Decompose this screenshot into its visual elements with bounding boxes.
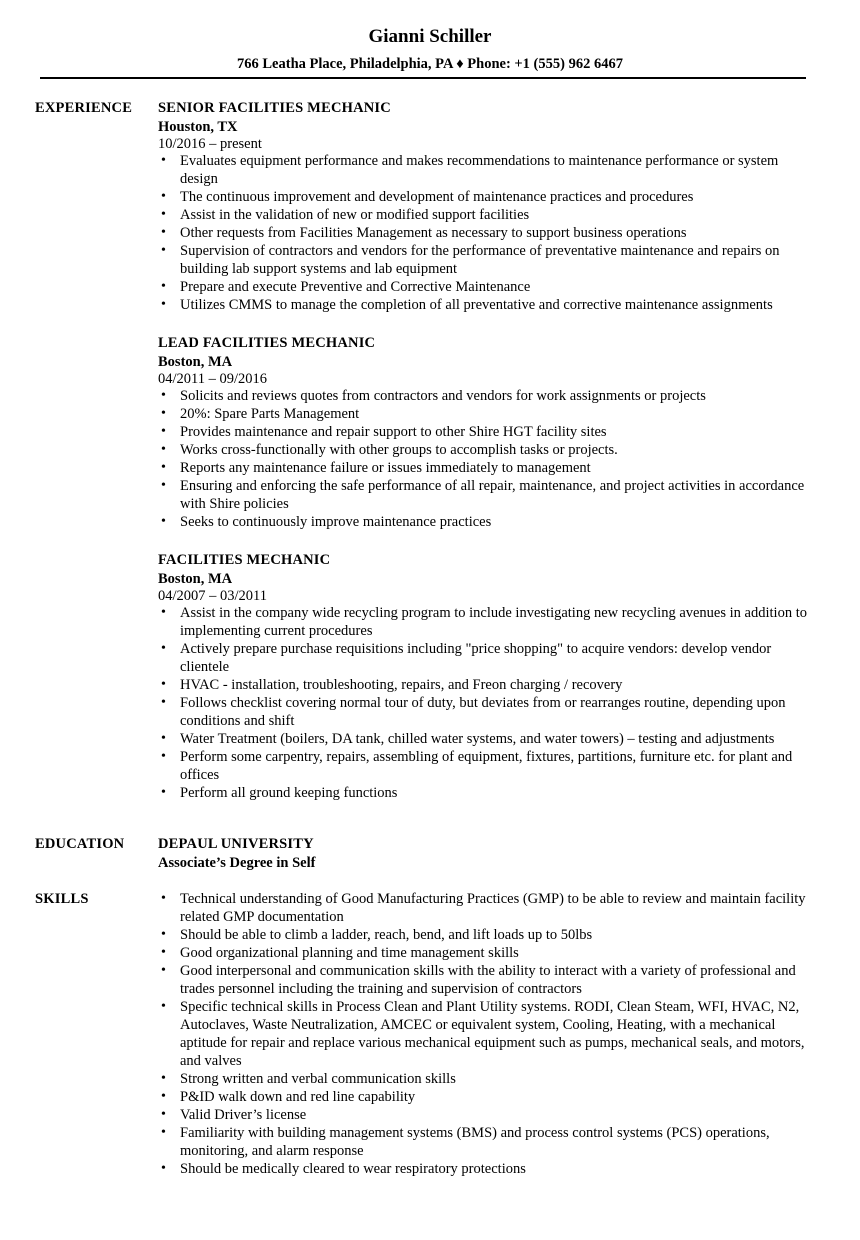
school-name: DEPAUL UNIVERSITY: [158, 836, 314, 852]
skills-list: [158, 890, 818, 1178]
list-item: • Assist in the validation of new or modified support facilities: [158, 206, 818, 224]
list-item: • The continuous improvement and development of maintenance practices and procedures: [158, 188, 818, 206]
job-title: FACILITIES MECHANIC: [158, 552, 331, 568]
list-item: • Water Treatment (boilers, DA tank, chilled water systems, and water towers) – testing and adjustments: [158, 730, 818, 748]
list-item: • Utilizes CMMS to manage the completion of all preventative and corrective maintenance assignments: [158, 296, 818, 314]
resume-header: [0, 26, 860, 72]
list-item: • Should be medically cleared to wear respiratory protections: [158, 1160, 818, 1178]
list-item: • Good organizational planning and time management skills: [158, 944, 818, 962]
list-item: • Follows checklist covering normal tour of duty, but deviates from or rearranges routine, depending upon conditions and shift: [158, 694, 818, 730]
degree: Associate’s Degree in Self: [158, 855, 316, 871]
job-entry: [158, 551, 818, 802]
list-item: • Reports any maintenance failure or issues immediately to management: [158, 459, 818, 477]
list-item: • Should be able to climb a ladder, reach, bend, and lift loads up to 50lbs: [158, 926, 818, 944]
job-dates: 10/2016 – present: [158, 136, 262, 152]
job-duties: [158, 604, 818, 802]
job-duties: [158, 152, 818, 314]
list-item: • Other requests from Facilities Management as necessary to support business operations: [158, 224, 818, 242]
experience-list: [158, 99, 818, 822]
list-item: • Actively prepare purchase requisitions including "price shopping" to acquire vendors: develop vendor clientele: [158, 640, 818, 676]
section-title-skills: SKILLS: [35, 891, 89, 907]
list-item: • Prepare and execute Preventive and Corrective Maintenance: [158, 278, 818, 296]
list-item: • Perform some carpentry, repairs, assembling of equipment, fixtures, partitions, furniture etc. for plant and offices: [158, 748, 818, 784]
job-dates: 04/2007 – 03/2011: [158, 588, 268, 604]
job-title: SENIOR FACILITIES MECHANIC: [158, 100, 391, 116]
job-location: Boston, MA: [158, 571, 233, 587]
job-title: LEAD FACILITIES MECHANIC: [158, 335, 376, 351]
list-item: • Strong written and verbal communication skills: [158, 1070, 818, 1088]
list-item: • Valid Driver’s license: [158, 1106, 818, 1124]
list-item: • Technical understanding of Good Manufacturing Practices (GMP) to be able to review and maintain facility related GMP documentation: [158, 890, 818, 926]
list-item: • P&ID walk down and red line capability: [158, 1088, 818, 1106]
job-duties: [158, 387, 818, 531]
list-item: • Good interpersonal and communication skills with the ability to interact with a variety of professional and trades personnel including the training and supervision of contractors: [158, 962, 818, 998]
skill-items: [158, 890, 818, 1178]
job-entry: [158, 99, 818, 314]
header-divider: [40, 77, 806, 79]
candidate-name: Gianni Schiller: [368, 26, 492, 47]
list-item: • Solicits and reviews quotes from contractors and vendors for work assignments or projects: [158, 387, 818, 405]
list-item: • 20%: Spare Parts Management: [158, 405, 818, 423]
job-location: Houston, TX: [158, 119, 238, 135]
list-item: • Supervision of contractors and vendors for the performance of preventative maintenance and repairs on building lab support systems and lab equipment: [158, 242, 818, 278]
list-item: • Seeks to continuously improve maintenance practices: [158, 513, 818, 531]
list-item: • Evaluates equipment performance and makes recommendations to maintenance performance or system design: [158, 152, 818, 188]
list-item: • Assist in the company wide recycling program to include investigating new recycling avenues in addition to implementing current procedures: [158, 604, 818, 640]
section-title-experience: EXPERIENCE: [35, 100, 133, 116]
list-item: • Perform all ground keeping functions: [158, 784, 818, 802]
job-entry: [158, 334, 818, 531]
section-title-education: EDUCATION: [35, 836, 125, 852]
list-item: • Works cross-functionally with other groups to accomplish tasks or projects.: [158, 441, 818, 459]
list-item: • HVAC - installation, troubleshooting, repairs, and Freon charging / recovery: [158, 676, 818, 694]
list-item: • Specific technical skills in Process Clean and Plant Utility systems. RODI, Clean Steam, WFI, HVAC, N2, Autoclaves, Waste Neutralization, AMCEC or equivalent system, Cooling, Heating, with a mechanical aptitude for repair and replace various mechanical equipment such as pumps, mechanical seals, and motors, and valves: [158, 998, 818, 1070]
list-item: • Familiarity with building management systems (BMS) and process control systems (PCS) operations, monitoring, and alarm response: [158, 1124, 818, 1160]
job-location: Boston, MA: [158, 354, 233, 370]
contact-line: 766 Leatha Place, Philadelphia, PA ♦ Phone: +1 (555) 962 6467: [237, 56, 623, 72]
list-item: • Ensuring and enforcing the safe performance of all repair, maintenance, and project activities in accordance with Shire policies: [158, 477, 818, 513]
education-entry: [158, 835, 818, 872]
list-item: • Provides maintenance and repair support to other Shire HGT facility sites: [158, 423, 818, 441]
job-dates: 04/2011 – 09/2016: [158, 371, 268, 387]
